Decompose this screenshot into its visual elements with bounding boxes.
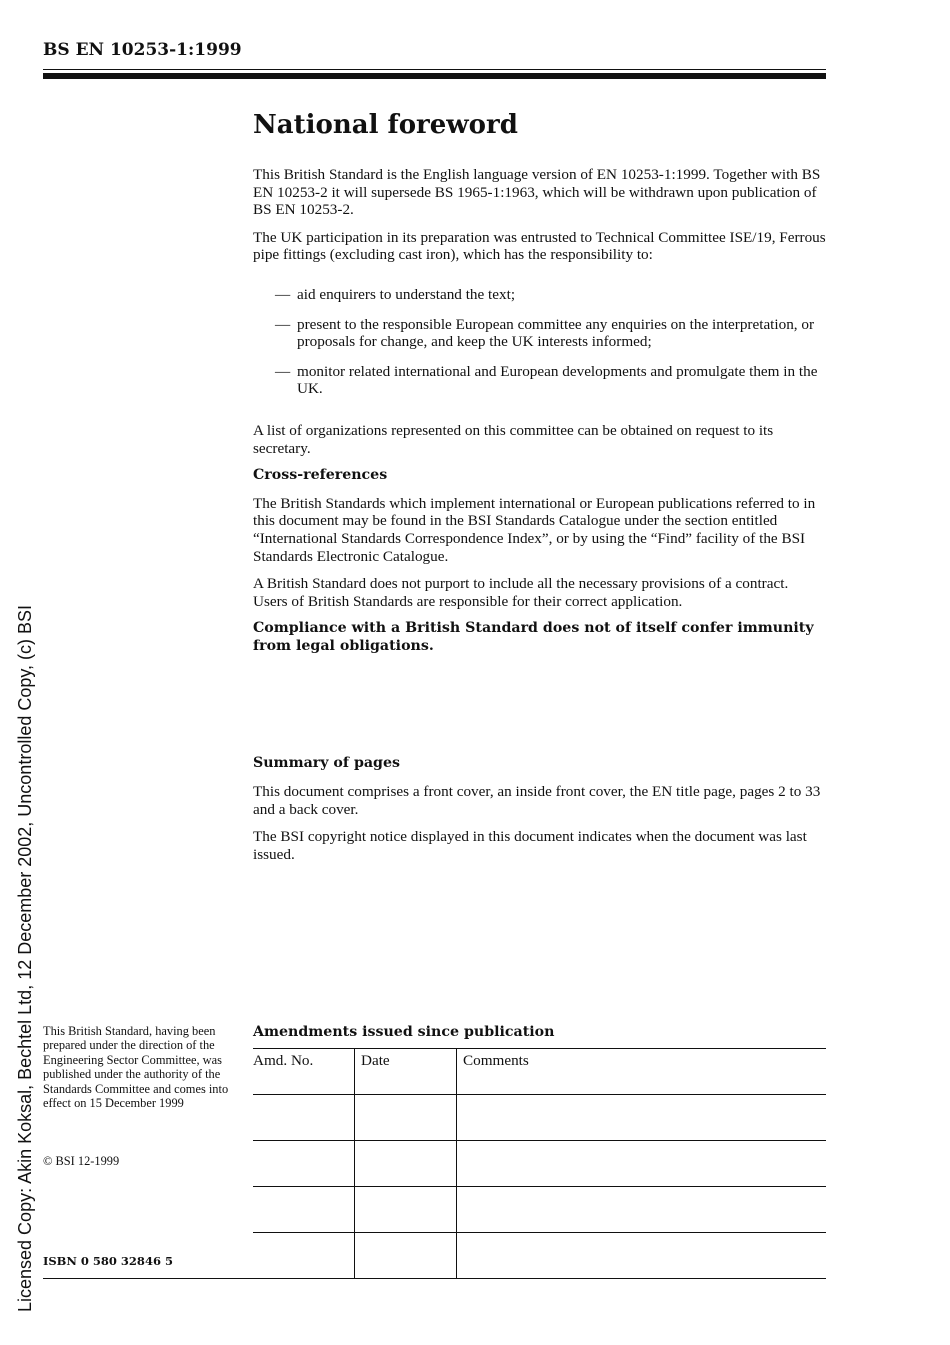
cross-references-paragraph: The British Standards which implement international or European publications referred to in this document may be found in the BSI Standards Catalogue under the section entitled “International Standards Correspondence Index”, or by using the “Find” facility of the BSI Standards Electronic Catalogue. — [253, 494, 816, 565]
list-item: — present to the responsible European committee any enquiries on the interpretation, or proposals for change, and keep the UK interests informed; — [275, 315, 815, 351]
page-title: National foreword — [253, 110, 518, 140]
header-thin-rule — [43, 69, 826, 70]
table-row — [253, 1141, 826, 1187]
summary-heading: Summary of pages — [253, 755, 400, 772]
column-header-date: Date — [355, 1049, 457, 1095]
isbn: ISBN 0 580 32846 5 — [43, 1254, 173, 1268]
contract-paragraph: A British Standard does not purport to include all the necessary provisions of a contract. Users of British Standards are responsible for their correct application. — [253, 575, 789, 610]
table-header-row — [253, 1049, 826, 1095]
organizations-paragraph: A list of organizations represented on this committee can be obtained on request to its secretary. — [253, 421, 774, 457]
summary-paragraph: This document comprises a front cover, an inside front cover, the EN title page, pages 2 to 33 and a back cover. — [253, 783, 821, 818]
list-item: — monitor related international and European developments and promulgate them in the UK. — [275, 362, 818, 398]
copyright-notice-paragraph: The BSI copyright notice displayed in this document indicates when the document was last issued. — [253, 828, 807, 863]
amendments-table — [253, 1048, 826, 1279]
cross-references-heading: Cross-references — [253, 467, 388, 484]
license-watermark: Licensed Copy: Akin Koksal, Bechtel Ltd, 12 December 2002, Uncontrolled Copy, (c) BSI — [15, 604, 35, 1312]
footer-rule — [43, 1278, 826, 1279]
document-id: BS EN 10253-1:1999 — [43, 40, 242, 60]
foreword-section — [253, 108, 826, 873]
committee-paragraph: The UK participation in its preparation was entrusted to Technical Committee ISE/19, Ferrous pipe fittings (excluding cast iron), which has the responsibility to: — [253, 228, 826, 264]
column-header-comments: Comments — [457, 1049, 827, 1095]
compliance-statement: Compliance with a British Standard does not of itself confer immunity from legal obligations. — [253, 620, 814, 654]
header-thick-rule — [43, 73, 826, 79]
amendments-title: Amendments issued since publication — [253, 1024, 555, 1040]
table-row — [253, 1095, 826, 1141]
dash-bullet: — — [275, 285, 291, 303]
bsi-copyright: © BSI 12-1999 — [43, 1154, 120, 1168]
column-header-amd-no: Amd. No. — [253, 1049, 355, 1095]
responsibility-list — [253, 286, 826, 398]
table-row — [253, 1233, 826, 1279]
intro-paragraph: This British Standard is the English language version of EN 10253-1:1999. Together with BS EN 10253-2 it will supersede BS 1965-1:1963, which will be withdrawn upon publication of BS EN 10253-2. — [253, 166, 821, 219]
list-item: — aid enquirers to understand the text; — [275, 285, 516, 303]
publication-note: This British Standard, having been prepared under the direction of the Engineering Sector Committee, was published under the authority of the Standards Committee and comes into effect on 15 December 1999 — [43, 1024, 229, 1111]
dash-bullet: — — [275, 362, 291, 380]
table-row — [253, 1187, 826, 1233]
dash-bullet: — — [275, 315, 291, 333]
